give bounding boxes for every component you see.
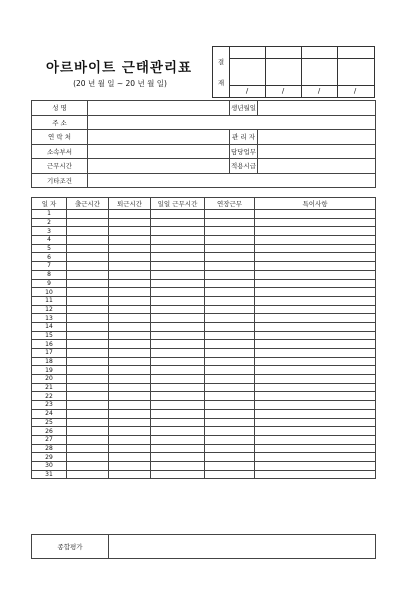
- daily-hours-cell[interactable]: [151, 349, 205, 358]
- daily-hours-cell[interactable]: [151, 314, 205, 323]
- clock-in-cell[interactable]: [67, 331, 109, 340]
- evaluation-field[interactable]: [109, 535, 376, 559]
- manager-field[interactable]: [258, 130, 376, 145]
- clock-in-cell[interactable]: [67, 305, 109, 314]
- daily-hours-cell[interactable]: [151, 296, 205, 305]
- clock-in-cell[interactable]: [67, 392, 109, 401]
- log-row: [32, 227, 376, 236]
- daily-hours-cell[interactable]: [151, 392, 205, 401]
- info-row: [32, 159, 376, 174]
- notes-cell[interactable]: [255, 357, 376, 366]
- day-cell: 29: [32, 453, 67, 462]
- clock-out-cell[interactable]: [109, 409, 151, 418]
- overtime-cell[interactable]: [205, 288, 255, 297]
- approval-date-slash: /: [353, 87, 357, 95]
- clock-in-cell[interactable]: [67, 401, 109, 410]
- day-cell: 3: [32, 227, 67, 236]
- clock-in-cell[interactable]: [67, 461, 109, 470]
- info-row: [32, 115, 376, 130]
- notes-cell[interactable]: [255, 296, 376, 305]
- daily-hours-cell[interactable]: [151, 461, 205, 470]
- daily-hours-cell[interactable]: [151, 470, 205, 479]
- day-cell: 11: [32, 296, 67, 305]
- notes-cell[interactable]: [255, 314, 376, 323]
- log-row: [32, 349, 376, 358]
- day-cell: 30: [32, 461, 67, 470]
- daily-hours-cell[interactable]: [151, 210, 205, 219]
- clock-in-cell[interactable]: [67, 296, 109, 305]
- overtime-cell[interactable]: [205, 236, 255, 245]
- clock-in-cell[interactable]: [67, 227, 109, 236]
- notes-cell[interactable]: [255, 401, 376, 410]
- notes-cell[interactable]: [255, 262, 376, 271]
- overtime-cell[interactable]: [205, 340, 255, 349]
- notes-cell[interactable]: [255, 322, 376, 331]
- day-cell: 26: [32, 427, 67, 436]
- daily-hours-cell[interactable]: [151, 383, 205, 392]
- approval-divider: [229, 47, 230, 97]
- notes-cell[interactable]: [255, 236, 376, 245]
- daily-hours-cell[interactable]: [151, 253, 205, 262]
- day-cell: 28: [32, 444, 67, 453]
- wage-field[interactable]: [258, 159, 376, 174]
- overtime-cell[interactable]: [205, 444, 255, 453]
- log-row: [32, 401, 376, 410]
- clock-out-cell[interactable]: [109, 470, 151, 479]
- notes-cell[interactable]: [255, 444, 376, 453]
- evaluation-table: [31, 534, 376, 559]
- daily-hours-cell[interactable]: [151, 227, 205, 236]
- approval-date-slash: /: [317, 87, 321, 95]
- clock-in-column-header: 출근시간: [67, 198, 109, 210]
- date-column-header: 일 자: [32, 198, 67, 210]
- day-cell: 17: [32, 349, 67, 358]
- clock-out-cell[interactable]: [109, 349, 151, 358]
- log-row: [32, 375, 376, 384]
- overtime-cell[interactable]: [205, 461, 255, 470]
- clock-in-cell[interactable]: [67, 418, 109, 427]
- log-row: [32, 461, 376, 470]
- overtime-cell[interactable]: [205, 305, 255, 314]
- notes-cell[interactable]: [255, 418, 376, 427]
- log-row: [32, 305, 376, 314]
- approval-divider: [229, 85, 374, 86]
- daily-hours-cell[interactable]: [151, 409, 205, 418]
- overtime-cell[interactable]: [205, 427, 255, 436]
- notes-cell[interactable]: [255, 305, 376, 314]
- clock-in-cell[interactable]: [67, 453, 109, 462]
- log-row: [32, 418, 376, 427]
- clock-in-cell[interactable]: [67, 210, 109, 219]
- day-cell: 18: [32, 357, 67, 366]
- overtime-cell[interactable]: [205, 279, 255, 288]
- clock-out-cell[interactable]: [109, 296, 151, 305]
- clock-in-cell[interactable]: [67, 383, 109, 392]
- log-row: [32, 444, 376, 453]
- clock-in-cell[interactable]: [67, 270, 109, 279]
- log-row: [32, 409, 376, 418]
- clock-out-cell[interactable]: [109, 288, 151, 297]
- clock-out-cell[interactable]: [109, 218, 151, 227]
- daily-hours-cell[interactable]: [151, 418, 205, 427]
- daily-hours-cell[interactable]: [151, 262, 205, 271]
- daily-hours-cell[interactable]: [151, 331, 205, 340]
- notes-cell[interactable]: [255, 253, 376, 262]
- overtime-cell[interactable]: [205, 401, 255, 410]
- overtime-cell[interactable]: [205, 262, 255, 271]
- clock-out-cell[interactable]: [109, 279, 151, 288]
- clock-out-cell[interactable]: [109, 444, 151, 453]
- notes-cell[interactable]: [255, 375, 376, 384]
- evaluation-label: 종합평가: [32, 535, 109, 559]
- day-cell: 24: [32, 409, 67, 418]
- daily-hours-cell[interactable]: [151, 305, 205, 314]
- daily-hours-cell[interactable]: [151, 357, 205, 366]
- info-row: [32, 144, 376, 159]
- day-cell: 5: [32, 244, 67, 253]
- clock-in-cell[interactable]: [67, 218, 109, 227]
- day-cell: 19: [32, 366, 67, 375]
- duty-field[interactable]: [258, 144, 376, 159]
- attendance-log-table: [31, 197, 376, 479]
- duty-label: 담당업무: [230, 144, 258, 159]
- clock-out-cell[interactable]: [109, 305, 151, 314]
- day-cell: 9: [32, 279, 67, 288]
- clock-in-cell[interactable]: [67, 288, 109, 297]
- overtime-cell[interactable]: [205, 357, 255, 366]
- day-cell: 6: [32, 253, 67, 262]
- overtime-cell[interactable]: [205, 375, 255, 384]
- log-row: [32, 470, 376, 479]
- clock-in-cell[interactable]: [67, 409, 109, 418]
- clock-out-cell[interactable]: [109, 262, 151, 271]
- name-field[interactable]: [88, 101, 230, 116]
- day-cell: 22: [32, 392, 67, 401]
- notes-cell[interactable]: [255, 366, 376, 375]
- info-row: [32, 130, 376, 145]
- log-row: [32, 322, 376, 331]
- notes-cell[interactable]: [255, 340, 376, 349]
- clock-out-cell[interactable]: [109, 453, 151, 462]
- clock-out-cell[interactable]: [109, 401, 151, 410]
- day-cell: 12: [32, 305, 67, 314]
- clock-out-cell[interactable]: [109, 366, 151, 375]
- overtime-column-header: 연장근무: [205, 198, 255, 210]
- overtime-cell[interactable]: [205, 210, 255, 219]
- worktime-label: 근무시간: [32, 159, 88, 174]
- evaluation-row: [32, 535, 376, 559]
- day-cell: 20: [32, 375, 67, 384]
- address-field[interactable]: [88, 115, 376, 130]
- clock-out-cell[interactable]: [109, 210, 151, 219]
- overtime-cell[interactable]: [205, 218, 255, 227]
- other-label: 기타조건: [32, 173, 88, 188]
- form-period: (20 년 월 일 ~ 20 년 월 일): [73, 79, 167, 88]
- day-cell: 14: [32, 322, 67, 331]
- clock-out-cell[interactable]: [109, 418, 151, 427]
- clock-in-cell[interactable]: [67, 262, 109, 271]
- clock-in-cell[interactable]: [67, 375, 109, 384]
- daily-hours-cell[interactable]: [151, 279, 205, 288]
- notes-cell[interactable]: [255, 409, 376, 418]
- daily-hours-cell[interactable]: [151, 288, 205, 297]
- worktime-field[interactable]: [88, 159, 230, 174]
- approval-label-bottom: 재: [217, 79, 225, 87]
- log-header-row: [32, 198, 376, 210]
- log-row: [32, 279, 376, 288]
- overtime-cell[interactable]: [205, 470, 255, 479]
- clock-out-cell[interactable]: [109, 227, 151, 236]
- clock-out-cell[interactable]: [109, 340, 151, 349]
- notes-cell[interactable]: [255, 227, 376, 236]
- log-row: [32, 331, 376, 340]
- day-cell: 13: [32, 314, 67, 323]
- notes-cell[interactable]: [255, 349, 376, 358]
- approval-box: [212, 46, 375, 98]
- approval-date-slash: /: [245, 87, 249, 95]
- log-row: [32, 340, 376, 349]
- log-row: [32, 366, 376, 375]
- notes-cell[interactable]: [255, 392, 376, 401]
- clock-out-column-header: 퇴근시간: [109, 198, 151, 210]
- overtime-cell[interactable]: [205, 270, 255, 279]
- log-row: [32, 253, 376, 262]
- clock-in-cell[interactable]: [67, 427, 109, 436]
- overtime-cell[interactable]: [205, 392, 255, 401]
- approval-divider: [301, 47, 302, 97]
- day-cell: 2: [32, 218, 67, 227]
- notes-cell[interactable]: [255, 244, 376, 253]
- daily-hours-cell[interactable]: [151, 453, 205, 462]
- overtime-cell[interactable]: [205, 435, 255, 444]
- notes-cell[interactable]: [255, 218, 376, 227]
- clock-in-cell[interactable]: [67, 444, 109, 453]
- approval-divider: [337, 47, 338, 97]
- clock-in-cell[interactable]: [67, 253, 109, 262]
- log-row: [32, 435, 376, 444]
- log-body: [32, 210, 376, 479]
- notes-column-header: 특이사항: [255, 198, 376, 210]
- name-label: 성 명: [32, 101, 88, 116]
- notes-cell[interactable]: [255, 427, 376, 436]
- clock-in-cell[interactable]: [67, 435, 109, 444]
- log-row: [32, 314, 376, 323]
- overtime-cell[interactable]: [205, 314, 255, 323]
- clock-in-cell[interactable]: [67, 322, 109, 331]
- day-cell: 27: [32, 435, 67, 444]
- day-cell: 4: [32, 236, 67, 245]
- clock-in-cell[interactable]: [67, 314, 109, 323]
- daily-hours-cell[interactable]: [151, 375, 205, 384]
- clock-out-cell[interactable]: [109, 253, 151, 262]
- overtime-cell[interactable]: [205, 244, 255, 253]
- clock-in-cell[interactable]: [67, 349, 109, 358]
- overtime-cell[interactable]: [205, 296, 255, 305]
- notes-cell[interactable]: [255, 470, 376, 479]
- notes-cell[interactable]: [255, 383, 376, 392]
- notes-cell[interactable]: [255, 435, 376, 444]
- clock-in-cell[interactable]: [67, 236, 109, 245]
- clock-in-cell[interactable]: [67, 470, 109, 479]
- clock-out-cell[interactable]: [109, 461, 151, 470]
- daily-hours-cell[interactable]: [151, 244, 205, 253]
- manager-label: 관 리 자: [230, 130, 258, 145]
- notes-cell[interactable]: [255, 453, 376, 462]
- clock-in-cell[interactable]: [67, 366, 109, 375]
- overtime-cell[interactable]: [205, 453, 255, 462]
- log-row: [32, 288, 376, 297]
- daily-hours-cell[interactable]: [151, 435, 205, 444]
- overtime-cell[interactable]: [205, 349, 255, 358]
- notes-cell[interactable]: [255, 331, 376, 340]
- clock-out-cell[interactable]: [109, 435, 151, 444]
- daily-hours-cell[interactable]: [151, 236, 205, 245]
- approval-divider: [265, 47, 266, 97]
- notes-cell[interactable]: [255, 210, 376, 219]
- clock-out-cell[interactable]: [109, 383, 151, 392]
- overtime-cell[interactable]: [205, 322, 255, 331]
- daily-hours-cell[interactable]: [151, 366, 205, 375]
- overtime-cell[interactable]: [205, 227, 255, 236]
- clock-in-cell[interactable]: [67, 279, 109, 288]
- approval-label-top: 결: [217, 58, 225, 66]
- clock-out-cell[interactable]: [109, 357, 151, 366]
- log-row: [32, 357, 376, 366]
- log-row: [32, 236, 376, 245]
- daily-hours-column-header: 일일 근무시간: [151, 198, 205, 210]
- daily-hours-cell[interactable]: [151, 322, 205, 331]
- daily-hours-cell[interactable]: [151, 218, 205, 227]
- overtime-cell[interactable]: [205, 366, 255, 375]
- day-cell: 31: [32, 470, 67, 479]
- overtime-cell[interactable]: [205, 331, 255, 340]
- overtime-cell[interactable]: [205, 253, 255, 262]
- contact-field[interactable]: [88, 130, 230, 145]
- log-row: [32, 218, 376, 227]
- approval-date-slash: /: [281, 87, 285, 95]
- birth-field[interactable]: [258, 101, 376, 116]
- day-cell: 15: [32, 331, 67, 340]
- info-table: [31, 100, 376, 188]
- daily-hours-cell[interactable]: [151, 444, 205, 453]
- log-row: [32, 296, 376, 305]
- clock-out-cell[interactable]: [109, 331, 151, 340]
- day-cell: 1: [32, 210, 67, 219]
- birth-label: 생년월일: [230, 101, 258, 116]
- day-cell: 25: [32, 418, 67, 427]
- clock-out-cell[interactable]: [109, 375, 151, 384]
- notes-cell[interactable]: [255, 288, 376, 297]
- log-row: [32, 453, 376, 462]
- notes-cell[interactable]: [255, 461, 376, 470]
- contact-label: 연 락 처: [32, 130, 88, 145]
- log-row: [32, 383, 376, 392]
- day-cell: 23: [32, 401, 67, 410]
- log-row: [32, 392, 376, 401]
- address-label: 주 소: [32, 115, 88, 130]
- notes-cell[interactable]: [255, 279, 376, 288]
- clock-out-cell[interactable]: [109, 392, 151, 401]
- day-cell: 21: [32, 383, 67, 392]
- log-row: [32, 262, 376, 271]
- day-cell: 7: [32, 262, 67, 271]
- clock-in-cell[interactable]: [67, 357, 109, 366]
- day-cell: 10: [32, 288, 67, 297]
- info-row: [32, 173, 376, 188]
- department-field[interactable]: [88, 144, 230, 159]
- overtime-cell[interactable]: [205, 383, 255, 392]
- notes-cell[interactable]: [255, 270, 376, 279]
- daily-hours-cell[interactable]: [151, 340, 205, 349]
- log-row: [32, 210, 376, 219]
- clock-in-cell[interactable]: [67, 340, 109, 349]
- daily-hours-cell[interactable]: [151, 401, 205, 410]
- clock-out-cell[interactable]: [109, 236, 151, 245]
- approval-divider: [229, 58, 374, 59]
- clock-out-cell[interactable]: [109, 427, 151, 436]
- clock-out-cell[interactable]: [109, 270, 151, 279]
- department-label: 소속부서: [32, 144, 88, 159]
- day-cell: 8: [32, 270, 67, 279]
- log-row: [32, 427, 376, 436]
- log-row: [32, 244, 376, 253]
- daily-hours-cell[interactable]: [151, 427, 205, 436]
- daily-hours-cell[interactable]: [151, 270, 205, 279]
- overtime-cell[interactable]: [205, 409, 255, 418]
- clock-out-cell[interactable]: [109, 322, 151, 331]
- other-field[interactable]: [88, 173, 376, 188]
- clock-out-cell[interactable]: [109, 314, 151, 323]
- form-title: 아르바이트 근태관리표: [45, 60, 193, 76]
- wage-label: 적용시급: [230, 159, 258, 174]
- clock-in-cell[interactable]: [67, 244, 109, 253]
- day-cell: 16: [32, 340, 67, 349]
- info-row: [32, 101, 376, 116]
- clock-out-cell[interactable]: [109, 244, 151, 253]
- overtime-cell[interactable]: [205, 418, 255, 427]
- log-row: [32, 270, 376, 279]
